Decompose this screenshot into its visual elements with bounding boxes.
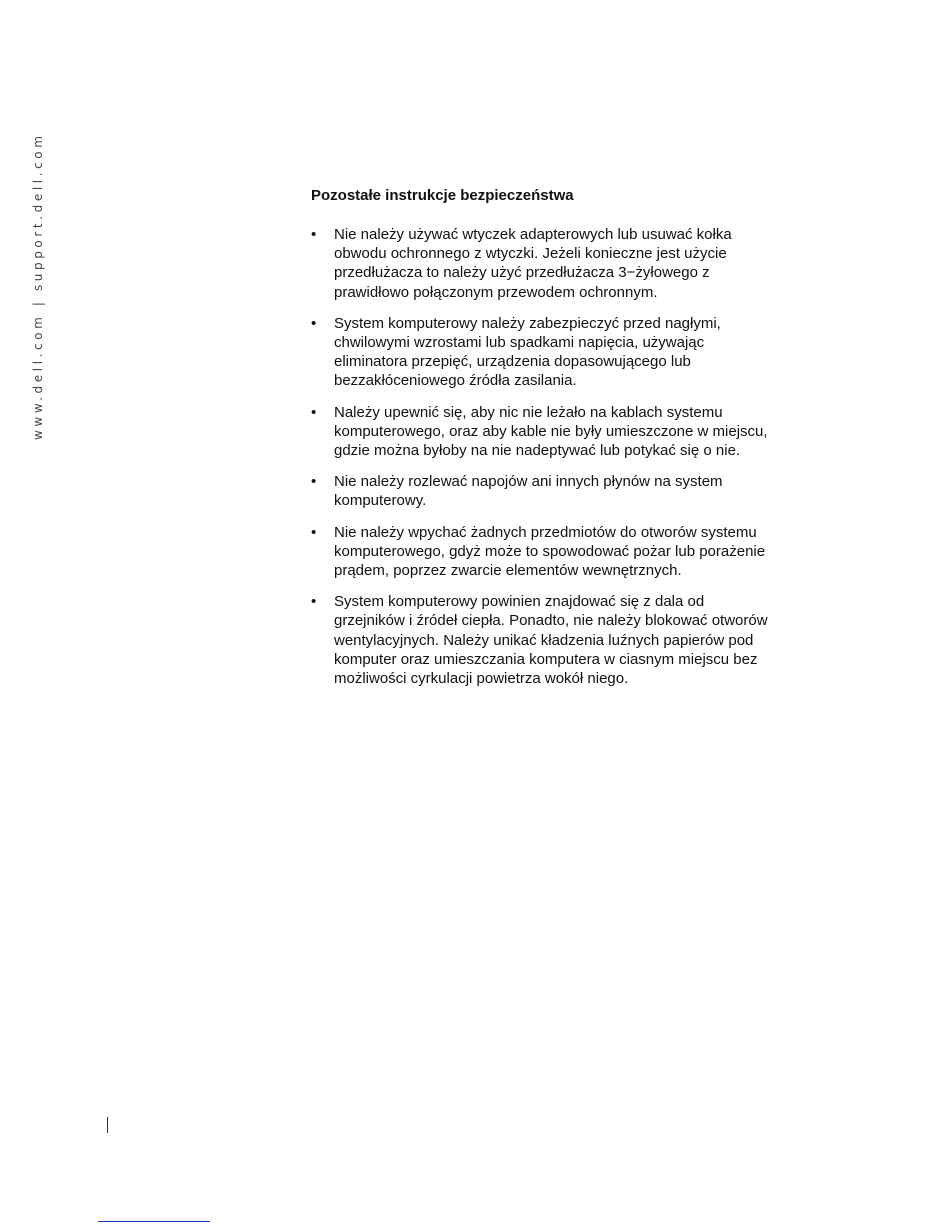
list-item-line: komputer oraz umieszczania komputera w ciasnym miejscu bez (334, 650, 758, 668)
bullet-icon: • (311, 314, 317, 332)
list-item-line: grzejników i źródeł ciepła. Ponadto, nie należy blokować otworów (334, 612, 768, 630)
list-item-line: bezzakłóceniowego źródła zasilania. (334, 372, 577, 390)
list-item-line: komputerowy. (334, 492, 427, 510)
list-item-line: przedłużacza to należy użyć przedłużacza 3−żyłowego z (334, 264, 710, 282)
list-item (311, 403, 811, 461)
list-item (311, 472, 811, 510)
safety-section (311, 186, 811, 700)
list-item-line: Nie należy używać wtyczek adapterowych lub usuwać kołka (334, 226, 732, 243)
bullet-icon: • (311, 593, 317, 611)
list-item-line: Nie należy rozlewać napojów ani innych płynów na system (334, 473, 723, 491)
list-item-line: Nie należy wpychać żadnych przedmiotów do otworów systemu (334, 523, 757, 541)
list-item (311, 225, 811, 302)
list-item-line: prądem, poprzez zwarcie elementów wewnętrznych. (334, 562, 682, 580)
list-item-line: prawidłowo połączonym przewodem ochronnym. (334, 283, 658, 301)
list-item-line: obwodu ochronnego z wtyczki. Jeżeli konieczne jest użycie (334, 245, 727, 263)
list-item-line: eliminatora przepięć, urządzenia dopasowującego lub (334, 353, 691, 371)
list-item-line: wentylacyjnych. Należy unikać kładzenia luźnych papierów pod (334, 631, 754, 649)
bullet-icon: • (311, 403, 317, 421)
safety-instructions-list (311, 225, 811, 688)
bullet-icon: • (311, 473, 317, 491)
list-item (311, 592, 811, 688)
list-item-line: System komputerowy powinien znajdować się z dala od (334, 593, 705, 611)
list-item-line: gdzie można byłoby na nie nadeptywać lub potykać się o nie. (334, 442, 741, 460)
bullet-icon: • (311, 523, 317, 541)
list-item-line: chwilowymi wzrostami lub spadkami napięcia, używając (334, 334, 705, 352)
list-item-line: komputerowego, oraz aby kable nie były umieszczone w miejscu, (334, 422, 768, 440)
bottom-rule (98, 1221, 210, 1222)
side-url-text: www.dell.com | support.dell.com (31, 132, 45, 440)
list-item-line: System komputerowy należy zabezpieczyć przed nagłymi, (334, 314, 721, 332)
margin-rule (107, 1117, 108, 1133)
list-item-line: możliwości cyrkulacji powietrza wokół niego. (334, 670, 629, 688)
section-heading: Pozostałe instrukcje bezpieczeństwa (311, 187, 574, 204)
list-item-line: komputerowego, gdyż może to spowodować pożar lub porażenie (334, 542, 766, 560)
bullet-icon: • (311, 226, 317, 243)
list-item (311, 314, 811, 391)
list-item (311, 523, 811, 581)
list-item-line: Należy upewnić się, aby nic nie leżało na kablach systemu (334, 403, 723, 421)
